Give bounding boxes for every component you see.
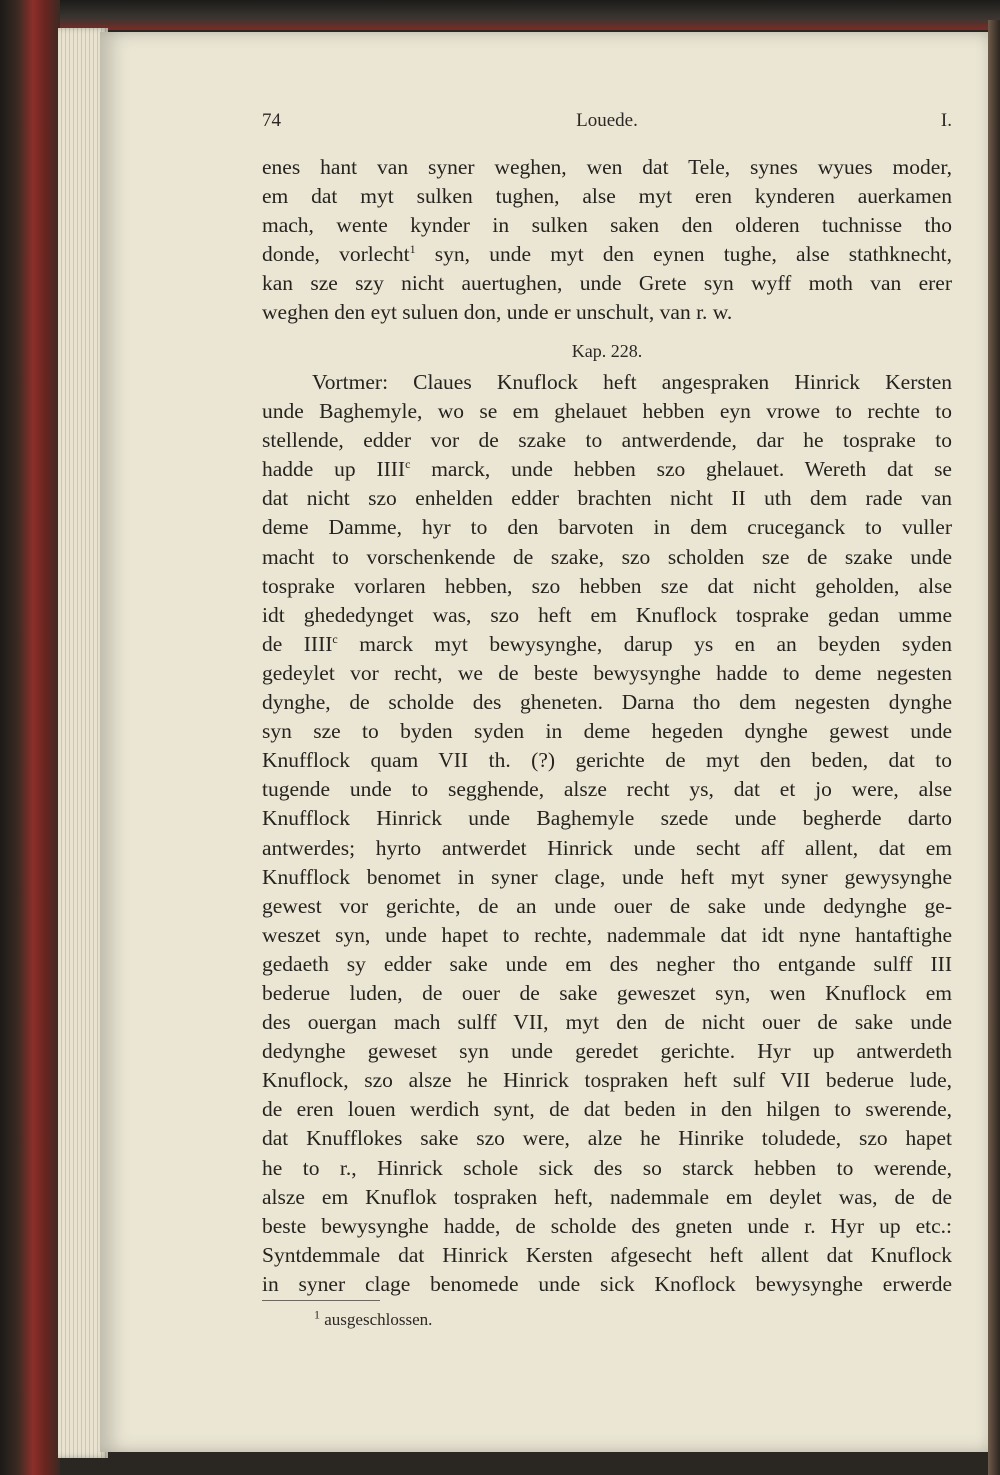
text-line: stellende, edder vor de szake to antwerdende, dar he tosprake to bbox=[262, 428, 952, 453]
text-line: dynghe, de scholde des gheneten. Darna tho dem negesten dynghe bbox=[262, 690, 952, 715]
text-line: des ouergan mach sulff VII, myt den de nicht ouer de sake unde bbox=[262, 1010, 952, 1035]
text-line: unde Baghemyle, wo se em ghelauet hebben eyn vrowe to rechte to bbox=[262, 399, 952, 424]
text-line: bederue luden, de ouer de sake geweszet syn, wen Knuflock em bbox=[262, 980, 952, 1005]
footnote bbox=[314, 1307, 433, 1330]
text-line: weszet syn, unde hapet to rechte, nademmale dat idt nyne hantaftighe bbox=[262, 922, 952, 947]
chapter-heading: Kap. 228. bbox=[571, 341, 643, 361]
running-title: Louede. bbox=[576, 110, 638, 131]
text-line: kan sze szy nicht auertughen, unde Grete syn wyff moth van erer bbox=[262, 271, 952, 296]
text-line: de IIII$^c$ marck myt bewysynghe, darup ys en an beyden syden bbox=[262, 631, 953, 656]
book-right-edge bbox=[988, 20, 1000, 1475]
text-line: idt ghededynget was, szo heft em Knuflock tosprake gedan umme bbox=[262, 602, 952, 627]
text-line: syn sze to byden syden in deme hegeden dynghe gewest unde bbox=[262, 719, 952, 744]
text-line: Syntdemmale dat Hinrick Kersten afgesecht heft allent dat Knuflock bbox=[262, 1242, 952, 1267]
footnote-ref: 1 bbox=[409, 242, 416, 257]
text-line: hadde up IIII$^c$ marck, unde hebben szo ghelauet. Wereth dat se bbox=[262, 457, 952, 482]
text-line: Knufflock Hinrick unde Baghemyle szede unde begherde darto bbox=[262, 806, 952, 831]
paragraph-main bbox=[262, 368, 952, 1299]
text-line: enes hant van syner weghen, wen dat Tele, synes wyues moder, bbox=[262, 155, 952, 179]
footnote-marker: 1 bbox=[314, 1307, 320, 1322]
text-line: tosprake vorlaren hebben, szo hebben sze dat nicht geholden, alse bbox=[262, 573, 952, 598]
text-line: alsze em Knuflok tospraken heft, nademmale em deylet was, de de bbox=[262, 1184, 952, 1209]
running-head bbox=[262, 110, 952, 138]
book-cover-top bbox=[0, 0, 1000, 30]
text-line: gedaeth sy edder sake unde em des negher tho entgande sulff III bbox=[262, 951, 952, 976]
text-line: em dat myt sulken tughen, alse myt eren kynderen auerkamen bbox=[262, 184, 952, 209]
footnote-text: ausgeschlossen. bbox=[324, 1310, 433, 1329]
paragraph-continuation bbox=[262, 153, 952, 328]
book-cover-edge bbox=[0, 0, 60, 1475]
text-line: mach, wente kynder in sulken saken den olderen tuchnisse tho bbox=[262, 213, 952, 238]
text-line: Knuflock, szo alsze he Hinrick tospraken heft sulf VII bederue lude, bbox=[262, 1068, 952, 1093]
footnote-rule bbox=[262, 1300, 380, 1301]
text-line: tugende unde to segghende, alsze recht ys, dat et jo were, alse bbox=[262, 777, 952, 802]
text-line: weghen den eyt suluen don, unde er unschult, van r. w. bbox=[262, 300, 733, 325]
text-line: Knufflock quam VII th. (?) gerichte de myt den beden, dat to bbox=[262, 748, 952, 773]
text-line: in syner clage benomede unde sick Knoflock bewysynghe erwerde bbox=[262, 1271, 952, 1296]
text-line: antwerdes; hyrto antwerdet Hinrick unde secht aff allent, dat em bbox=[262, 835, 952, 860]
text-line: dat nicht szo enhelden edder brachten nicht II uth dem rade van bbox=[262, 486, 952, 511]
text-line: Knufflock benomet in syner clage, unde heft myt syner gewysynghe bbox=[262, 864, 952, 889]
text-line: gedeylet vor recht, we de beste bewysynghe hadde to deme negesten bbox=[262, 660, 952, 685]
page-number: 74 bbox=[262, 110, 281, 131]
text-line: Vortmer: Claues Knuflock heft angespraken Hinrick Kersten bbox=[312, 370, 952, 394]
text-line: dedynghe geweset syn unde geredet gerichte. Hyr up antwerdeth bbox=[262, 1039, 952, 1064]
text-line: deme Damme, hyr to den barvoten in dem cruceganck to vuller bbox=[262, 515, 952, 540]
text-line: macht to vorschenkende de szake, szo scholden sze de szake unde bbox=[262, 544, 952, 569]
text-line: gewest vor gerichte, de an unde ouer de sake unde dedynghe ge- bbox=[262, 893, 952, 918]
part-number: I. bbox=[940, 110, 952, 131]
text-line: he to r., Hinrick schole sick des so starck hebben to werende, bbox=[262, 1155, 952, 1180]
text-line: donde, vorlecht$^1$ syn, unde myt den eynen tughe, alse stathknecht, bbox=[262, 242, 952, 267]
text-line: de eren louen werdich synt, de dat beden in den hilgen to swerende, bbox=[262, 1097, 952, 1122]
text-line: beste bewysynghe hadde, de scholde des gneten unde r. Hyr up etc.: bbox=[262, 1213, 952, 1238]
text-line: dat Knufflokes sake szo were, alze he Hinrike toludede, szo hapet bbox=[262, 1126, 952, 1151]
